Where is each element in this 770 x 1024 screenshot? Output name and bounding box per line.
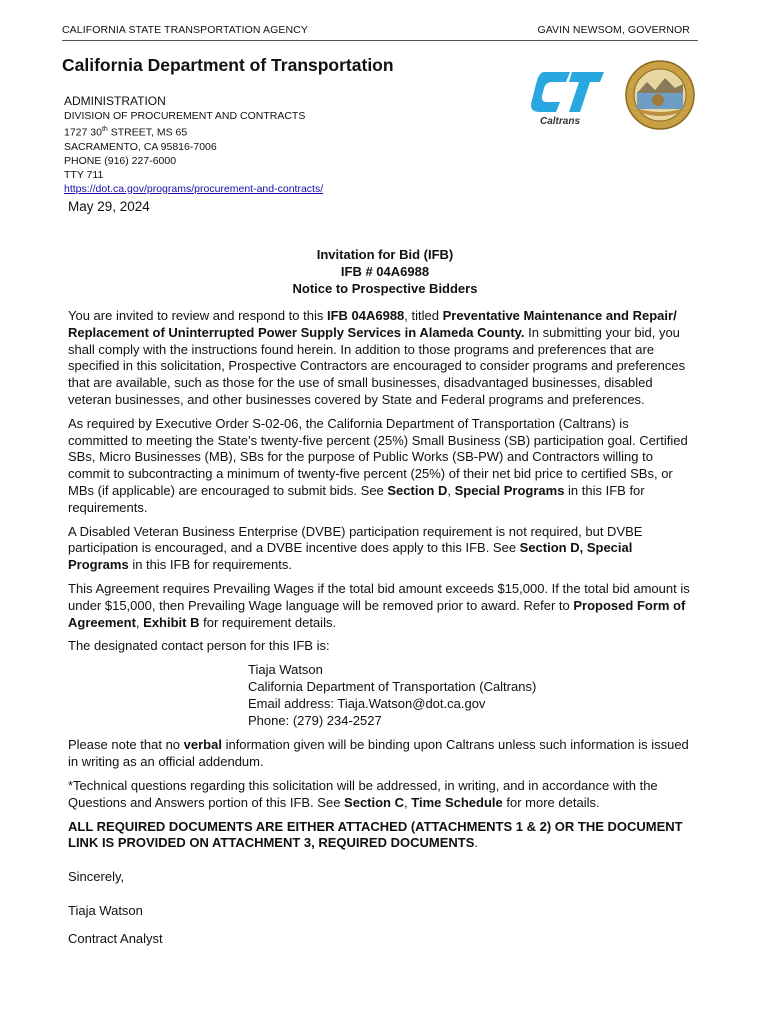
city-line: SACRAMENTO, CA 95816-7006 [64, 140, 217, 153]
agency-header: CALIFORNIA STATE TRANSPORTATION AGENCY [62, 24, 308, 36]
paragraph-technical-questions [68, 778, 692, 812]
paragraph-small-business [68, 416, 692, 517]
street-line [64, 123, 323, 140]
p6-verbal: verbal [183, 737, 222, 753]
p4-text-c: , [135, 614, 144, 630]
p1-ifb-number: IFB 04A6988 [326, 308, 405, 323]
address-block [64, 109, 323, 196]
p2-section-ref: Section D [387, 482, 448, 498]
contact-phone: Phone: (279) 234-2527 [248, 712, 382, 728]
contact-org: California Department of Transportation (Caltrans) [248, 678, 537, 694]
p6-text-c: information given will be binding upon Caltrans unless such information is issued in writing as an official addendum. [68, 737, 689, 770]
p1-text-c: , titled [404, 308, 443, 323]
paragraph-verbal [68, 737, 692, 771]
ifb-line-3: Notice to Prospective Bidders [292, 281, 478, 296]
p1-text-e: In submitting your bid, you shall comply with the instructions found herein. In addition to those programs and preferences that are specified in this solicitation, Prospective Contractors are encouraged to consider programs and preferences that are available, such as those for the use of small businesses, disadvantaged businesses, disabled veteran businesses, and other businesses covered by State and Federal programs and preferences. [68, 324, 686, 407]
p4-exhibit-ref: Exhibit B [143, 614, 200, 630]
p6-text-a: Please note that no [68, 737, 184, 753]
p4-text-e: for requirement details. [199, 614, 337, 630]
street-number: 1727 30 [64, 126, 102, 139]
paragraph-dvbe [68, 524, 692, 574]
letter-date: May 29, 2024 [68, 199, 150, 214]
paragraph-invitation [68, 308, 692, 409]
paragraph-required-documents [68, 819, 692, 853]
caltrans-wordmark: Caltrans [540, 116, 581, 127]
state-seal [625, 60, 695, 130]
governor-header: GAVIN NEWSOM, GOVERNOR [537, 24, 690, 36]
contact-email[interactable]: Email address: Tiaja.Watson@dot.ca.gov [248, 695, 486, 711]
contact-name: Tiaja Watson [248, 662, 323, 678]
ifb-line-1: Invitation for Bid (IFB) [316, 247, 454, 262]
p1-text-a: You are invited to review and respond to this [68, 308, 327, 323]
signer-name: Tiaja Watson [68, 902, 143, 918]
p4-text-a: This Agreement requires Prevailing Wages if the total bid amount exceeds $15,000. If the total bid amount is under $15,000, then Prevailing Wage language will be removed prior to award. Refer to [68, 580, 690, 613]
contact-block [248, 662, 692, 729]
closing: Sincerely, [68, 869, 125, 885]
division-line: DIVISION OF PROCUREMENT AND CONTRACTS [64, 110, 306, 122]
p7-text-a: *Technical questions regarding this solicitation will be addressed, in writing, and in accordance with the Questions and Answers portion of this IFB. See [68, 777, 658, 810]
ifb-line-2: IFB # 04A6988 [340, 264, 430, 279]
letter-body [68, 308, 692, 955]
phone-line: PHONE (916) 227-6000 [64, 154, 177, 167]
p8-required-docs: ALL REQUIRED DOCUMENTS ARE EITHER ATTACHED (ATTACHMENTS 1 & 2) OR THE DOCUMENT LINK IS PROVIDED ON ATTACHMENT 3, REQUIRED DOCUMENTS [68, 818, 683, 851]
procurement-link[interactable]: https://dot.ca.gov/programs/procurement-and-contracts/ [64, 182, 324, 195]
admin-label: ADMINISTRATION [64, 94, 166, 108]
p7-text-c: , [404, 794, 412, 810]
p7-time-schedule: Time Schedule [411, 794, 503, 810]
p7-text-e: for more details. [502, 794, 600, 810]
p1-project-title: Preventative Maintenance and Repair/ Replacement of Uninterrupted Power Supply Services in Alameda County. [68, 308, 677, 340]
p7-section-ref: Section C [344, 794, 405, 810]
p4-agreement-ref: Proposed Form of Agreement [68, 597, 686, 630]
street-suffix: th [101, 126, 108, 133]
p2-text-a: As required by Executive Order S-02-06, the California Department of Transportation (Caltrans) is committed to meeting the State’s twenty-five percent (25%) Small Business (SB) participation goal. Certified SBs, Micro Businesses (MB), SBs for the purpose of Public Works (SB-PW) and Contractors willing to commit to subcontracting a minimum of twenty-five percent (25%) of their net bid price to certified SBs, or MBs (if applicable) are encouraged to submit bids. See [68, 415, 688, 498]
department-title: California Department of Transportation [62, 55, 394, 75]
p3-section-ref: Section D, Special Programs [68, 540, 633, 573]
paragraph-prevailing-wages [68, 581, 692, 631]
paragraph-contact-intro: The designated contact person for this IFB is: [68, 638, 330, 654]
p2-text-e: in this IFB for requirements. [68, 482, 645, 515]
p3-text-a: A Disabled Veteran Business Enterprise (DVBE) participation requirement is not required, but DVBE participation is encouraged, and a DVBE incentive does apply to this IFB. See [68, 523, 643, 556]
tty-line: TTY 711 [64, 168, 104, 181]
header-divider [62, 40, 698, 41]
caltrans-logo [530, 68, 606, 128]
p2-text-c: , [447, 482, 455, 498]
p2-special-programs: Special Programs [454, 482, 565, 498]
p3-text-c: in this IFB for requirements. [128, 557, 292, 573]
street-name: STREET, MS 65 [107, 126, 188, 139]
p8-period: . [474, 835, 479, 851]
ifb-heading [0, 246, 770, 297]
signer-title: Contract Analyst [68, 930, 163, 946]
